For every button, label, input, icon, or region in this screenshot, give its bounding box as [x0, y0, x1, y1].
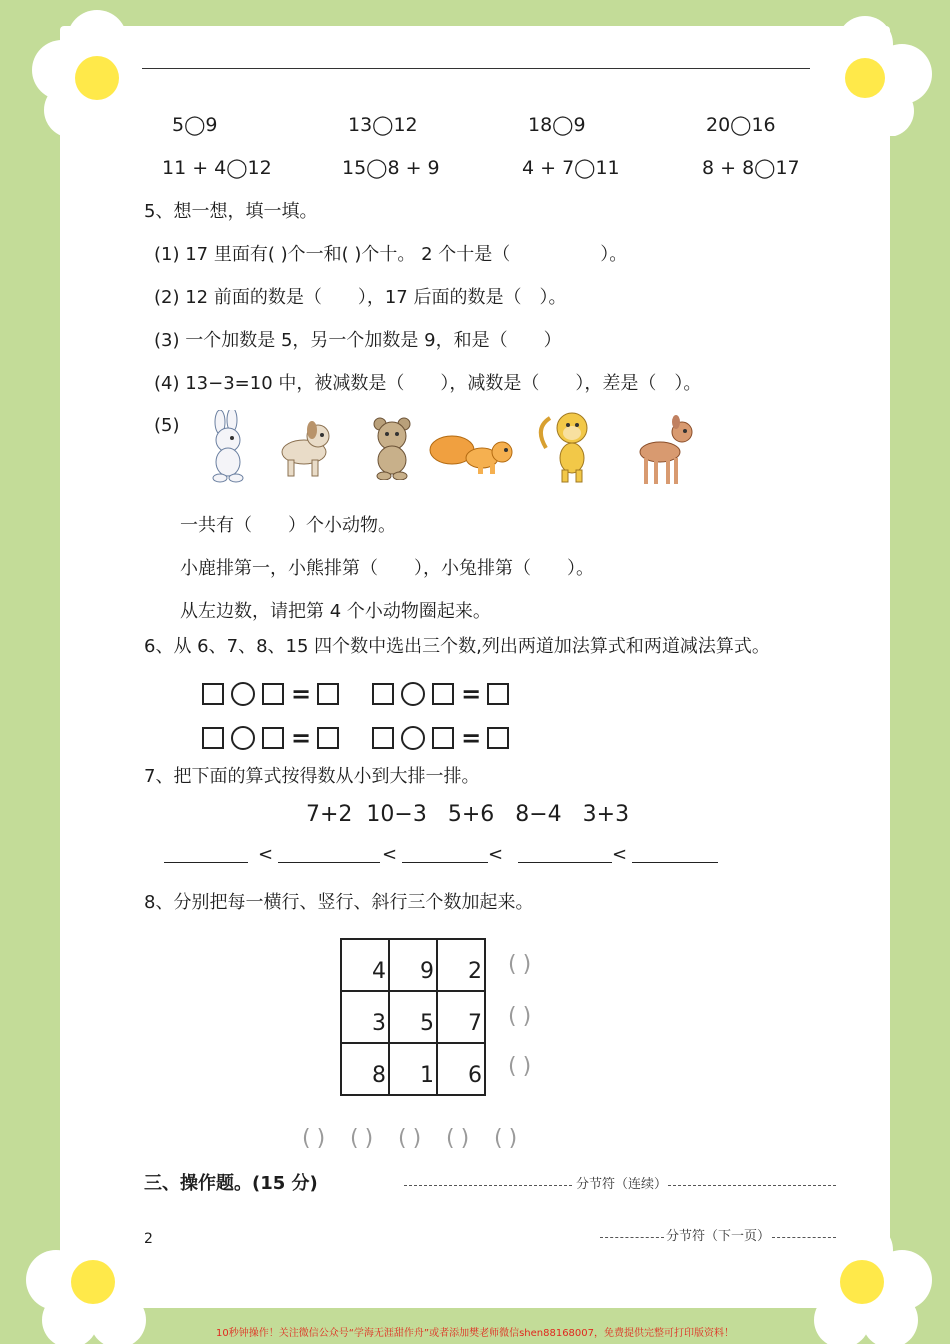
answer-line[interactable]: [278, 862, 380, 863]
grid-cell: 7: [437, 991, 485, 1043]
column-sum-paren[interactable]: (): [350, 1126, 380, 1151]
q5-item-2: (2) 12 前面的数是（ ），17 后面的数是（ ）。: [154, 287, 567, 308]
answer-box[interactable]: [317, 683, 339, 705]
compare-item: 20◯16: [706, 114, 776, 136]
question-8-title: 8、分别把每一横行、竖行、斜行三个数加起来。: [144, 892, 534, 913]
answer-line[interactable]: [518, 862, 612, 863]
q5-sub-2: 小鹿排第一，小熊排第（ ），小兔排第（ ）。: [180, 558, 594, 579]
diagonal-sum-paren[interactable]: (): [446, 1126, 476, 1151]
monkey-icon: [532, 408, 606, 484]
flower-top-right: [790, 16, 940, 136]
answer-line[interactable]: [402, 862, 488, 863]
question-6-title: 6、从 6、7、8、15 四个数中选出三个数,列出两道加法算式和两道减法算式。: [144, 636, 770, 657]
q5-item-3: (3) 一个加数是 5，另一个加数是 9，和是（ ）: [154, 330, 562, 351]
grid-cell: 6: [437, 1043, 485, 1095]
grid-cell: 8: [341, 1043, 389, 1095]
deer-icon: [628, 412, 698, 486]
grid-cell: 1: [389, 1043, 437, 1095]
answer-box[interactable]: [432, 727, 454, 749]
page-break-line: [600, 1237, 664, 1238]
compare-item: 5◯9: [172, 114, 218, 136]
operator-circle[interactable]: [231, 682, 255, 706]
bear-icon: [362, 414, 422, 480]
less-than-sign: <: [488, 844, 504, 865]
answer-box[interactable]: [487, 727, 509, 749]
column-sum-paren[interactable]: (): [398, 1126, 428, 1151]
answer-box[interactable]: [262, 683, 284, 705]
compare-item: 8 + 8◯17: [702, 157, 800, 179]
compare-item: 18◯9: [528, 114, 586, 136]
equals-sign: =: [461, 680, 482, 708]
section-break-line: [404, 1185, 572, 1186]
grid-cell: 3: [341, 991, 389, 1043]
answer-box[interactable]: [432, 683, 454, 705]
equals-sign: =: [291, 680, 312, 708]
less-than-sign: <: [258, 844, 274, 865]
section-3-title: 三、操作题。(15 分): [144, 1173, 318, 1194]
answer-line[interactable]: [632, 862, 718, 863]
operator-circle[interactable]: [231, 726, 255, 750]
q5-sub-3: 从左边数，请把第 4 个小动物圈起来。: [180, 601, 491, 622]
answer-box[interactable]: [487, 683, 509, 705]
q5-item-5-label: (5): [154, 415, 180, 436]
answer-box[interactable]: [317, 727, 339, 749]
compare-item: 4 + 7◯11: [522, 157, 620, 179]
answer-line[interactable]: [164, 862, 248, 863]
compare-item: 13◯12: [348, 114, 418, 136]
puppy-icon: [266, 416, 336, 480]
grid-cell: 4: [341, 939, 389, 991]
equals-sign: =: [461, 724, 482, 752]
operator-circle[interactable]: [401, 682, 425, 706]
header-rule: [142, 68, 810, 69]
less-than-sign: <: [612, 844, 628, 865]
compare-item: 15◯8 + 9: [342, 157, 440, 179]
q5-item-1: (1) 17 里面有( )个一和( )个十。 2 个十是（ ）。: [154, 244, 628, 265]
row-sum-paren[interactable]: (): [508, 1054, 538, 1079]
magic-square-grid: [340, 938, 486, 1096]
equation-row-2: [202, 726, 516, 750]
flower-top-left: [22, 10, 172, 140]
question-7-title: 7、把下面的算式按得数从小到大排一排。: [144, 766, 480, 787]
answer-box[interactable]: [372, 683, 394, 705]
q7-expressions: 7+2 10−3 5+6 8−4 3+3: [306, 802, 630, 827]
grid-cell: 9: [389, 939, 437, 991]
q5-sub-1: 一共有（ ）个小动物。: [180, 515, 396, 536]
section-break-next-page: 分节符（下一页）: [666, 1229, 771, 1244]
question-5-title: 5、想一想，填一填。: [144, 201, 318, 222]
equation-row-1: [202, 682, 516, 706]
equals-sign: =: [291, 724, 312, 752]
grid-cell: 5: [389, 991, 437, 1043]
answer-box[interactable]: [372, 727, 394, 749]
answer-box[interactable]: [262, 727, 284, 749]
column-sum-paren[interactable]: (): [302, 1126, 332, 1151]
row-sum-paren[interactable]: (): [508, 952, 538, 977]
grid-cell: 2: [437, 939, 485, 991]
rabbit-icon: [198, 410, 260, 484]
answer-box[interactable]: [202, 683, 224, 705]
section-break-line: [668, 1185, 836, 1186]
page-break-line: [772, 1237, 836, 1238]
row-sum-paren[interactable]: (): [508, 1004, 538, 1029]
section-break-continuous: 分节符（连续）: [576, 1177, 668, 1192]
operator-circle[interactable]: [401, 726, 425, 750]
q5-item-4: (4) 13−3=10 中，被减数是（ ），减数是（ ），差是（ ）。: [154, 373, 702, 394]
diagonal-sum-paren[interactable]: (): [494, 1126, 524, 1151]
compare-item: 11 + 4◯12: [162, 157, 272, 179]
squirrel-icon: [428, 424, 518, 476]
answer-box[interactable]: [202, 727, 224, 749]
footer-promo-text: 10秒钟操作！关注微信公众号“学海无涯甜作舟”或者添加樊老师微信shen88168007，免费提供完整可打印版资料！: [215, 1328, 735, 1339]
page-number: 2: [144, 1231, 153, 1247]
less-than-sign: <: [382, 844, 398, 865]
